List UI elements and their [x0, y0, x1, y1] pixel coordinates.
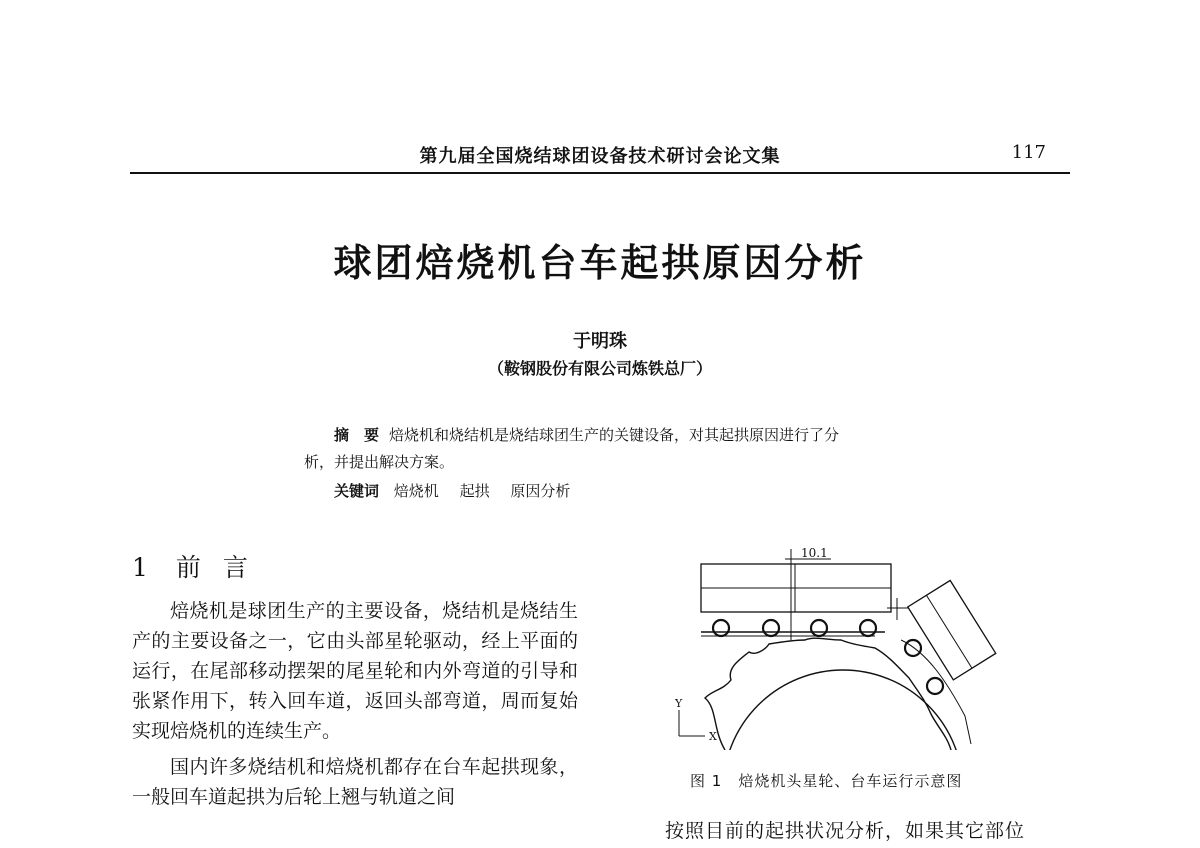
dimension-label: 10.1 [801, 546, 828, 560]
tilted-pallet-car [908, 580, 996, 679]
paragraph: 国内许多烧结机和焙烧机都存在台车起拱现象，一般回车道起拱为后轮上翘与轨道之间 [132, 756, 578, 808]
pallet-wheel [763, 620, 779, 636]
paper-title: 球团焙烧机台车起拱原因分析 [333, 241, 867, 285]
figure-caption-text: 焙烧机头星轮、台车运行示意图 [738, 772, 963, 790]
abstract-text-1: 焙烧机和烧结机是烧结球团生产的关键设备，对其起拱原因进行了分 [389, 426, 840, 444]
journal-title: 第九届全国烧结球团设备技术研讨会论文集 [419, 146, 781, 167]
section-number: 1 [132, 553, 150, 582]
keywords-label: 关键词 [334, 482, 380, 500]
pallet-wheel [811, 620, 827, 636]
pallet-wheel [860, 620, 876, 636]
paragraph: 焙烧机是球团生产的主要设备，烧结机是烧结生产的主要设备之一，它由头部星轮驱动，经上平面的运行，在尾部移动摆架的尾星轮和内外弯道的引导和张紧作用下，转入回车道，返回头部弯道，周而复始实现焙烧机的连续生产。 [132, 600, 578, 742]
figure-number: 图 1 [690, 772, 723, 790]
abstract-line-1 [304, 422, 904, 449]
section-title: 前言 [175, 553, 270, 582]
sprocket-diagram-svg [665, 540, 1015, 756]
figure-caption [690, 770, 962, 791]
author-affiliation: （鞍钢股份有限公司炼铁总厂） [487, 359, 712, 378]
pallet-wheel [927, 678, 943, 694]
abstract-line-2: 析，并提出解决方案。 [304, 453, 455, 471]
keyword: 原因分析 [510, 482, 571, 500]
section-heading [132, 548, 270, 584]
author-name: 于明珠 [573, 331, 627, 352]
figure-sprocket-diagram [665, 540, 1015, 756]
x-axis-label: X [709, 730, 717, 743]
keyword: 焙烧机 [393, 482, 439, 500]
body-right-column: 按照目前的起拱状况分析，如果其它部位 [665, 820, 1026, 842]
abstract-block [304, 422, 904, 505]
tilted-car-body [908, 580, 996, 679]
y-axis-label: Y [675, 697, 683, 710]
pallet-wheel [905, 640, 921, 656]
page-number: 117 [1011, 142, 1046, 163]
keywords-line [304, 478, 904, 505]
running-header [130, 136, 1070, 174]
pallet-wheel [713, 620, 729, 636]
abstract-label: 摘 要 [334, 426, 380, 444]
body-left-column [132, 596, 578, 818]
keyword: 起拱 [459, 482, 490, 500]
tilted-car-divider [926, 595, 972, 668]
